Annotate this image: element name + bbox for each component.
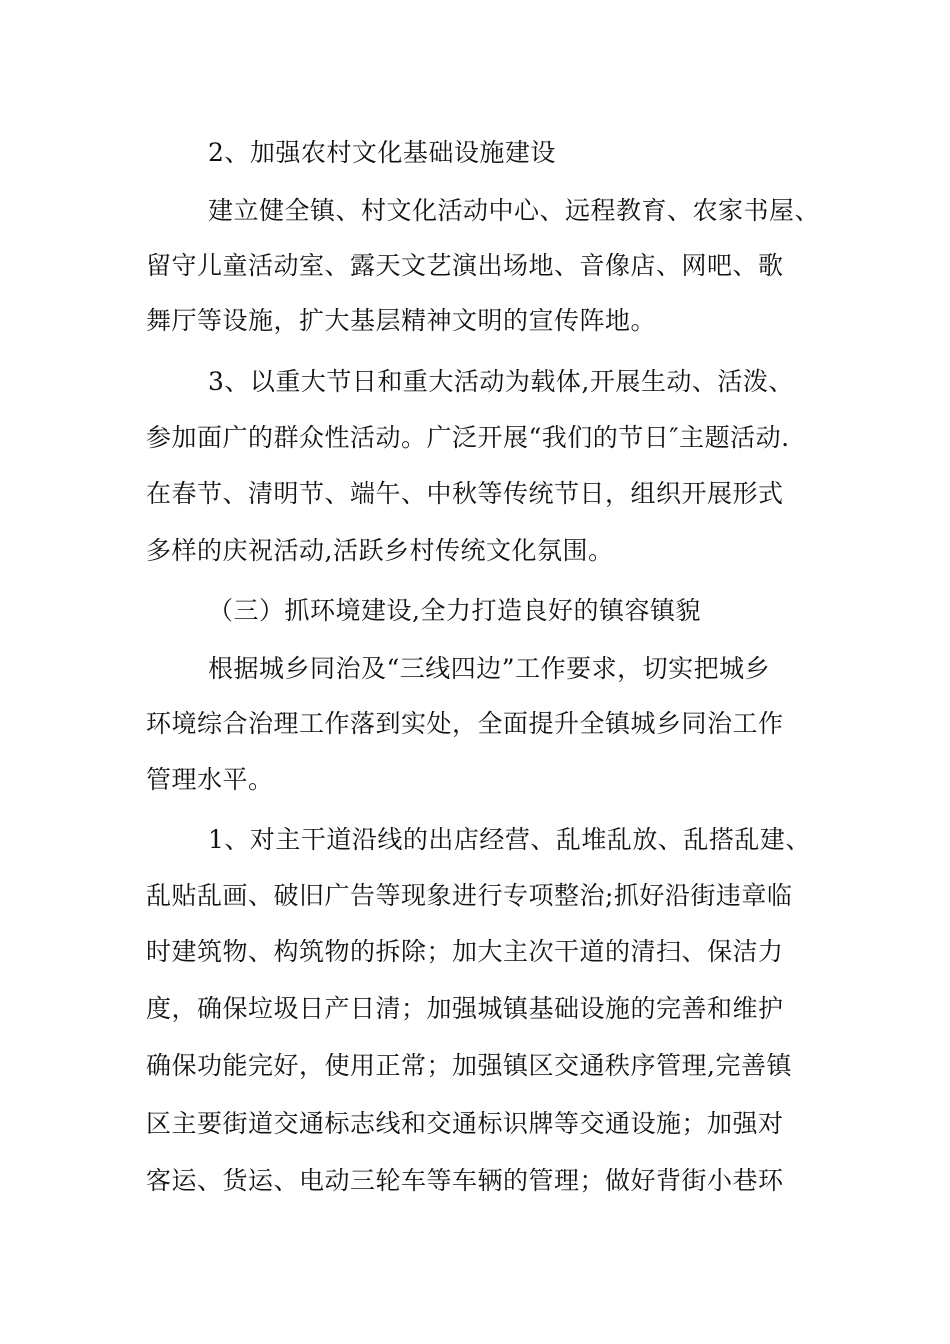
- paragraph-line: 度，确保垃圾日产日清；加强城镇基础设施的完善和维护: [146, 994, 784, 1023]
- paragraph-line: 留守儿童活动室、露天文艺演出场地、音像店、网吧、歌: [146, 251, 784, 280]
- heading-rural-culture-facilities: 2、加强农村文化基础设施建设: [208, 138, 556, 167]
- paragraph-line: 建立健全镇、村文化活动中心、远程教育、农家书屋、: [208, 196, 821, 225]
- paragraph-line: 根据城乡同治及“三线四边”工作要求，切实把城乡: [208, 654, 771, 683]
- paragraph-line: 时建筑物、构筑物的拆除；加大主次干道的清扫、保洁力: [146, 937, 784, 966]
- paragraph-line: 1、对主干道沿线的出店经营、乱堆乱放、乱搭乱建、: [208, 825, 811, 854]
- paragraph-line: 舞厅等设施，扩大基层精神文明的宣传阵地。: [146, 306, 657, 335]
- paragraph-line: 环境综合治理工作落到实处，全面提升全镇城乡同治工作: [146, 709, 784, 738]
- paragraph-line: 管理水平。: [146, 765, 274, 794]
- paragraph-line: 客运、货运、电动三轮车等车辆的管理；做好背街小巷环: [146, 1166, 784, 1195]
- paragraph-line: 乱贴乱画、破旧广告等现象进行专项整治;抓好沿街违章临: [146, 881, 793, 910]
- paragraph-line: 在春节、清明节、端午、中秋等传统节日，组织开展形式: [146, 479, 784, 508]
- paragraph-line: 3、以重大节日和重大活动为载体,开展生动、活泼、: [208, 367, 794, 396]
- paragraph-line: 确保功能完好，使用正常；加强镇区交通秩序管理,完善镇: [146, 1051, 792, 1080]
- paragraph-line: 区主要街道交通标志线和交通标识牌等交通设施；加强对: [146, 1109, 784, 1138]
- section-heading-environment: （三）抓环境建设,全力打造良好的镇容镇貌: [208, 596, 701, 625]
- paragraph-line: 多样的庆祝活动,活跃乡村传统文化氛围。: [146, 536, 614, 565]
- paragraph-line: 参加面广的群众性活动。广泛开展“我们的节日″主题活动.: [146, 423, 790, 452]
